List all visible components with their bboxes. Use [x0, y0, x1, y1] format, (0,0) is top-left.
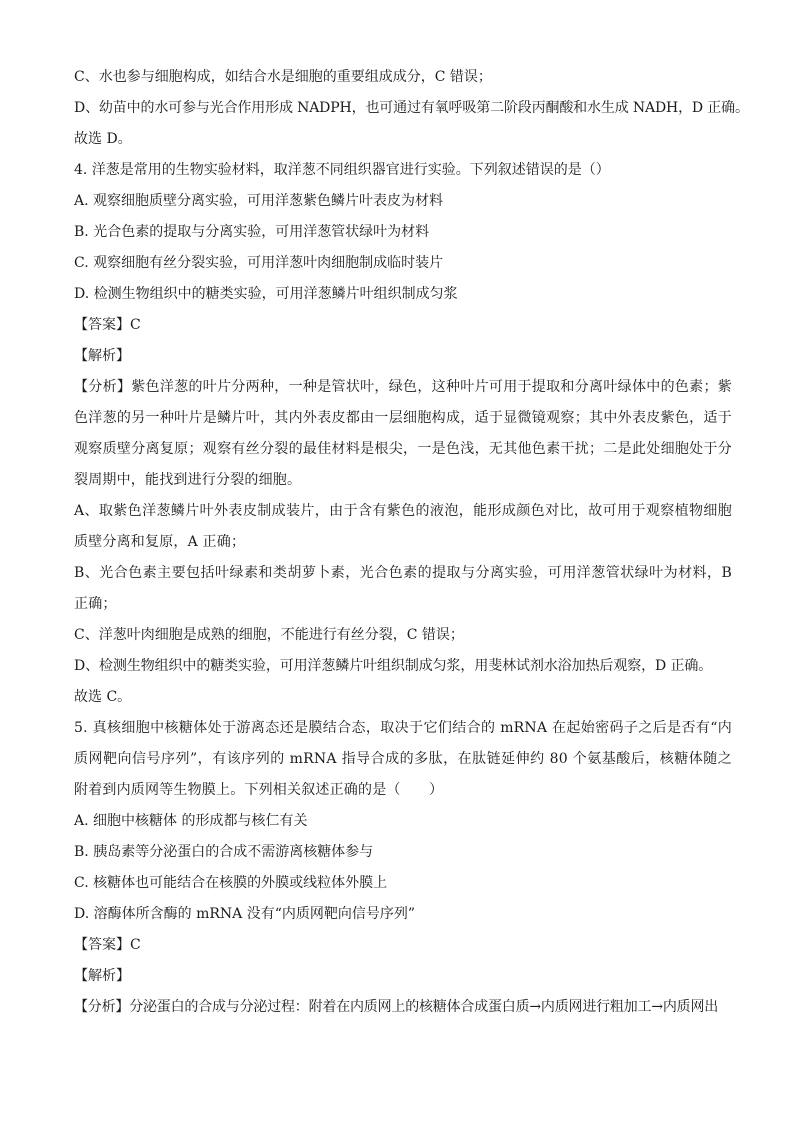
question-5-analysis-heading: 【解析】 — [74, 968, 130, 984]
explanation-line-c: C、水也参与细胞构成，如结合水是细胞的重要组成成分，C 错误； — [74, 69, 492, 85]
question-5-option-c: C. 核糖体也可能结合在核膜的外膜或线粒体外膜上 — [74, 875, 388, 891]
question-5-option-a: A. 细胞中核糖体 的形成都与核仁有关 — [74, 813, 308, 829]
question-4-analysis-paragraph: 【分析】紫色洋葱的叶片分两种，一种是管状叶，绿色，这种叶片可用于提取和分离叶绿体中的色素；紫色洋葱的另一种叶片是鳞片叶，其内外表皮都由一层细胞构成，适于显微镜观察；其中外表皮紫色，适于观察质壁分离复原；观察有丝分裂的最佳材料是根尖，一是色浅，无其他色素干扰；二是此处细胞处于分裂周期中，能找到进行分裂的细胞。 — [74, 379, 732, 488]
question-5-option-d: D. 溶酶体所含酶的 mRNA 没有“内质网靶向信号序列” — [74, 906, 416, 922]
question-4-explanation-a: A、取紫色洋葱鳞片叶外表皮制成装片，由于含有紫色的液泡，能形成颜色对比，故可用于观察植物细胞质壁分离和复原，A 正确； — [74, 503, 732, 550]
question-5-option-b: B. 胰岛素等分泌蛋白的合成不需游离核糖体参与 — [74, 844, 374, 860]
question-4-selection: 故选 C。 — [74, 689, 132, 705]
question-4-option-d: D. 检测生物组织中的糖类实验，可用洋葱鳞片叶组织制成匀浆 — [74, 286, 458, 302]
question-5-stem: 5. 真核细胞中核糖体处于游离态还是膜结合态，取决于它们结合的 mRNA 在起始密码子之后是否有“内质网靶向信号序列”，有该序列的 mRNA 指导合成的多肽，在肽链延伸约 80 个氨基酸后，核糖体随之附着到内质网等生物膜上。下列相关叙述正确的是（ ） — [74, 720, 732, 798]
question-4-explanation-b: B、光合色素主要包括叶绿素和类胡萝卜素，光合色素的提取与分离实验，可用洋葱管状绿叶为材料，B 正确； — [74, 565, 732, 612]
question-4-analysis-heading: 【解析】 — [74, 348, 130, 364]
question-5-answer: 【答案】C — [74, 937, 141, 953]
explanation-line-d: D、幼苗中的水可参与光合作用形成 NADPH，也可通过有氧呼吸第二阶段丙酮酸和水生成 NADH，D 正确。 — [74, 100, 749, 116]
question-4-option-b: B. 光合色素的提取与分离实验，可用洋葱管状绿叶为材料 — [74, 224, 430, 240]
question-4-option-a: A. 观察细胞质壁分离实验，可用洋葱紫色鳞片叶表皮为材料 — [74, 193, 444, 209]
question-5-analysis-paragraph: 【分析】分泌蛋白的合成与分泌过程：附着在内质网上的核糖体合成蛋白质→内质网进行粗加工→内质网出 — [74, 999, 719, 1015]
answer-selection-line: 故选 D。 — [74, 131, 132, 147]
question-4-explanation-d: D、检测生物组织中的糖类实验，可用洋葱鳞片叶组织制成匀浆，用斐林试剂水浴加热后观察，D 正确。 — [74, 658, 713, 674]
question-4-option-c: C. 观察细胞有丝分裂实验，可用洋葱叶肉细胞制成临时装片 — [74, 255, 444, 271]
question-4-explanation-c: C、洋葱叶肉细胞是成熟的细胞，不能进行有丝分裂，C 错误； — [74, 627, 464, 643]
question-4-answer: 【答案】C — [74, 317, 141, 333]
question-4-stem: 4. 洋葱是常用的生物实验材料，取洋葱不同组织器官进行实验。下列叙述错误的是（） — [74, 162, 610, 178]
